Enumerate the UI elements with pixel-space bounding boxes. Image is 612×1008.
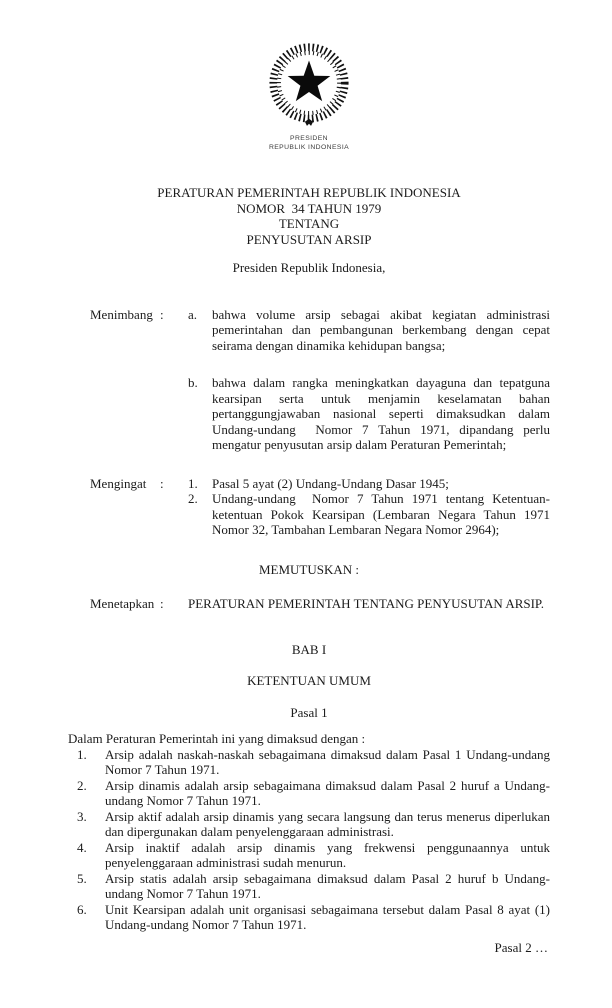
star-icon [288, 61, 331, 102]
menimbang-section [68, 307, 550, 453]
pasal-1-definition-list [68, 747, 550, 933]
item-marker: b. [188, 375, 198, 390]
bab-number: BAB I [291, 641, 327, 657]
item-text: Undang-undang Nomor 7 Tahun 1971 tentang Ketentuan-ketentuan Pokok Kearsipan (Lembaran Negara Tahun 1971 Nomor 32, Tambahan Lembaran Negara Nomor 2964); [212, 491, 550, 537]
item-text: Arsip aktif adalah arsip dinamis yang secara langsung dan terus menerus diperlukan dan dipergunakan dalam penyelenggaraan administrasi. [105, 808, 550, 839]
pasal-1-heading: Pasal 1 [290, 704, 328, 720]
definition-item-3 [68, 809, 550, 840]
item-text: Arsip adalah naskah-naskah sebagaimana dimaksud dalam Pasal 1 Undang-undang Nomor 7 Tahun 1971. [105, 746, 550, 777]
definition-item-2 [68, 778, 550, 809]
item-marker: a. [188, 306, 198, 322]
menetapkan-text: PERATURAN PEMERINTAH TENTANG PENYUSUTAN ARSIP. [188, 596, 544, 611]
salutation: Presiden Republik Indonesia, [232, 260, 386, 275]
definition-item-1 [68, 747, 550, 778]
item-number: 4. [77, 839, 87, 855]
title-line-4: PENYUSUTAN ARSIP [246, 231, 372, 247]
title-line-2: NOMOR 34 TAHUN 1979 [236, 200, 382, 216]
item-number: 5. [77, 870, 87, 886]
mengingat-colon: : [160, 475, 164, 491]
presidential-star-wreath-emblem [257, 36, 361, 134]
menimbang-colon: : [160, 306, 164, 322]
title-line-1: PERATURAN PEMERINTAH REPUBLIK INDONESIA [157, 185, 461, 200]
document-title [68, 185, 550, 247]
item-number: 3. [77, 808, 87, 824]
definition-item-5 [68, 871, 550, 902]
mengingat-item-1 [188, 476, 550, 492]
mengingat-items [188, 476, 550, 538]
item-number: 1. [77, 746, 87, 762]
bab-title: KETENTUAN UMUM [247, 673, 371, 688]
letterhead [68, 36, 550, 152]
page-catchword-pasal-2: Pasal 2 … [494, 939, 548, 955]
menimbang-item-a [188, 307, 550, 354]
menimbang-items [188, 307, 550, 453]
letterhead-line-presiden: PRESIDEN [290, 135, 328, 142]
menimbang-item-b [188, 375, 550, 453]
pasal-1-intro: Dalam Peraturan Pemerintah ini yang dimaksud dengan : [68, 731, 366, 746]
letterhead-line-republik-indonesia: REPUBLIK INDONESIA [268, 144, 350, 151]
item-number: 2. [77, 777, 87, 793]
title-line-3: TENTANG [278, 216, 340, 231]
item-text: Arsip dinamis adalah arsip sebagaimana dimaksud dalam Pasal 2 huruf a Undang-undang Nomor 7 Tahun 1971. [105, 777, 550, 808]
item-marker: 1. [188, 475, 198, 491]
mengingat-item-2 [188, 491, 550, 538]
item-number: 6. [77, 901, 87, 917]
definition-item-6 [68, 902, 550, 933]
item-text: bahwa volume arsip sebagai akibat kegiatan administrasi pemerintahan dan pembangunan berkembang dengan cepat seirama dengan dinamika kehidupan bangsa; [212, 306, 550, 353]
memutuskan-heading: MEMUTUSKAN : [258, 561, 360, 577]
mengingat-section [68, 476, 550, 538]
menetapkan-section [68, 596, 550, 612]
menetapkan-colon: : [160, 596, 164, 611]
item-text: Arsip inaktif adalah arsip dinamis yang frekwensi penggunaannya untuk penyelenggaraan administrasi sudah menurun. [105, 839, 550, 870]
wreath-ribbon [305, 119, 313, 126]
item-marker: 2. [188, 491, 198, 506]
menimbang-label: Menimbang [90, 306, 153, 322]
item-text: bahwa dalam rangka meningkatkan dayaguna dan tepatguna kearsipan serta untuk menjamin keselamatan bahan pertanggungjawaban nasional seperti dimaksudkan dalam Undang-undang Nomor 7 Tahun 1971, dipandang perlu mengatur penyusutan arsip dalam Peraturan Pemerintah; [212, 375, 550, 452]
item-text: Arsip statis adalah arsip sebagaimana dimaksud dalam Pasal 2 huruf b Undang-undang Nomor 7 Tahun 1971. [105, 870, 550, 901]
mengingat-label: Mengingat [90, 475, 147, 491]
definition-item-4 [68, 840, 550, 871]
item-text: Pasal 5 ayat (2) Undang-Undang Dasar 1945; [212, 475, 449, 491]
item-text: Unit Kearsipan adalah unit organisasi sebagaimana tersebut dalam Pasal 8 ayat (1) Undang-undang Nomor 7 Tahun 1971. [105, 901, 550, 932]
menetapkan-label: Menetapkan [90, 596, 155, 611]
